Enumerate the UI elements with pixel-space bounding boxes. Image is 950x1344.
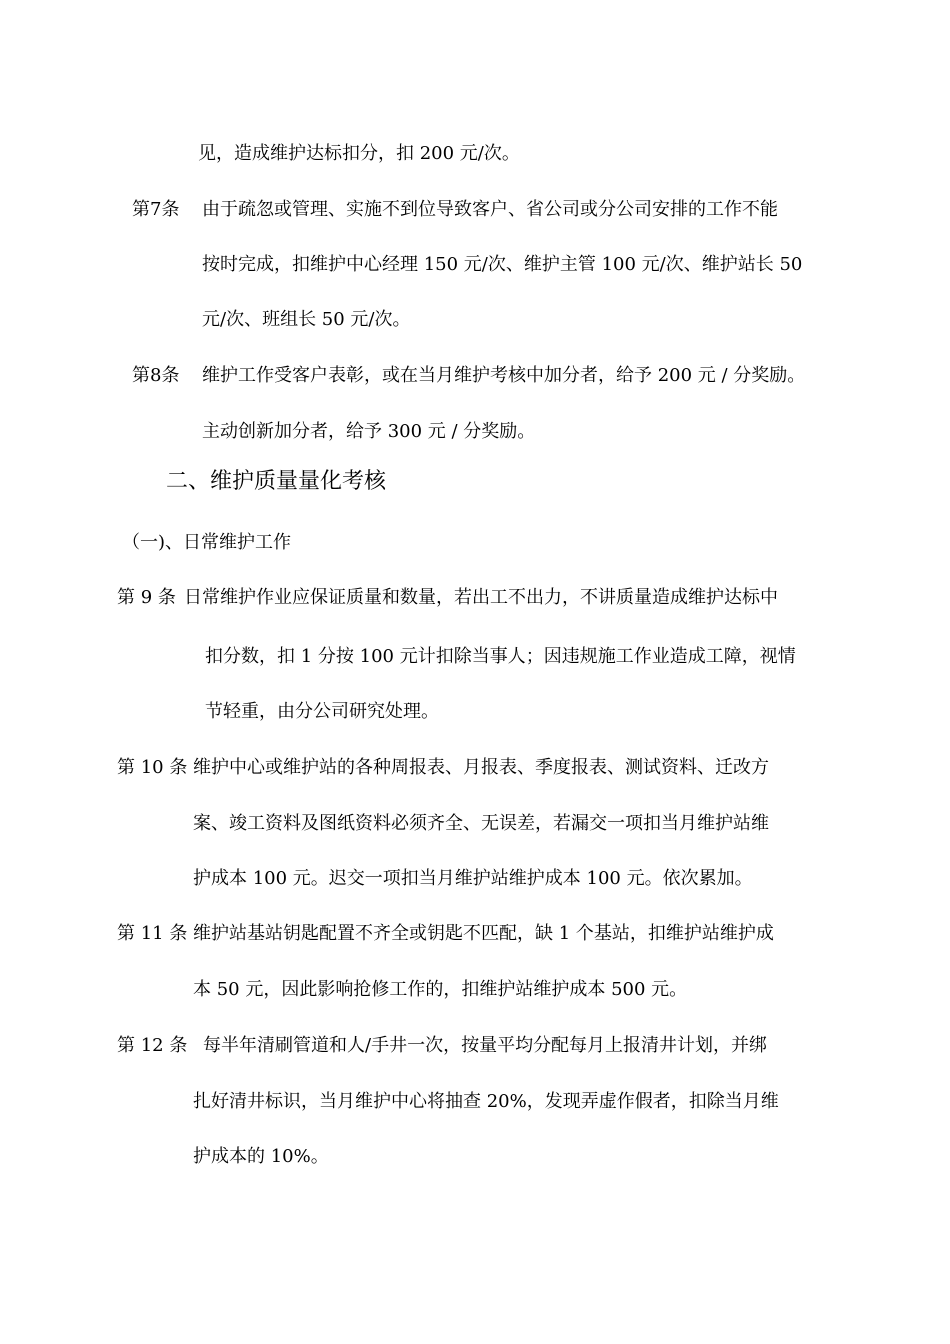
article-8-label: 第8条 xyxy=(132,365,180,386)
article-12-line-2: 扎好清井标识，当月维护中心将抽查 20%，发现弄虚作假者，扣除当月维 xyxy=(193,1091,779,1112)
article-10-line-2: 案、竣工资料及图纸资料必须齐全、无误差，若漏交一项扣当月维护站维 xyxy=(193,813,769,834)
article-9-line-3: 节轻重，由分公司研究处理。 xyxy=(205,701,439,722)
article-10-line-1: 维护中心或维护站的各种周报表、月报表、季度报表、测试资料、迁改方 xyxy=(193,757,769,778)
article-8-line-1: 维护工作受客户表彰，或在当月维护考核中加分者，给予 200 元 / 分奖励。 xyxy=(202,365,806,386)
article-9-line-1: 日常维护作业应保证质量和数量，若出工不出力，不讲质量造成维护达标中 xyxy=(184,587,778,608)
article-7-line-1: 由于疏忽或管理、实施不到位导致客户、省公司或分公司安排的工作不能 xyxy=(202,199,778,220)
article-7-line-2: 按时完成，扣维护中心经理 150 元/次、维护主管 100 元/次、维护站长 50 xyxy=(202,254,803,275)
section-heading: 二、维护质量量化考核 xyxy=(166,469,387,494)
continuation-line: 见，造成维护达标扣分，扣 200 元/次。 xyxy=(198,143,520,164)
article-11-line-1: 维护站基站钥匙配置不齐全或钥匙不匹配，缺 1 个基站，扣维护站维护成 xyxy=(193,923,774,944)
article-10-line-3: 护成本 100 元。迟交一项扣当月维护站维护成本 100 元。依次累加。 xyxy=(193,868,753,889)
article-8-line-2: 主动创新加分者，给予 300 元 / 分奖励。 xyxy=(202,421,536,442)
article-12-label: 第 12 条 xyxy=(117,1035,188,1056)
article-9-label: 第 9 条 xyxy=(117,587,176,608)
article-7-line-3: 元/次、班组长 50 元/次。 xyxy=(202,309,411,330)
article-10-label: 第 10 条 xyxy=(117,757,188,778)
article-9-line-2: 扣分数，扣 1 分按 100 元计扣除当事人；因违规施工作业造成工障，视情 xyxy=(205,646,796,667)
subsection-heading: （一)、日常维护工作 xyxy=(122,532,292,553)
article-11-label: 第 11 条 xyxy=(117,923,188,944)
article-12-line-3: 护成本的 10%。 xyxy=(193,1146,329,1167)
article-12-line-1: 每半年清刷管道和人/手井一次，按量平均分配每月上报清井计划，并绑 xyxy=(203,1035,768,1056)
article-7-label: 第7条 xyxy=(132,199,180,220)
article-11-line-2: 本 50 元，因此影响抢修工作的，扣维护站维护成本 500 元。 xyxy=(193,979,688,1000)
